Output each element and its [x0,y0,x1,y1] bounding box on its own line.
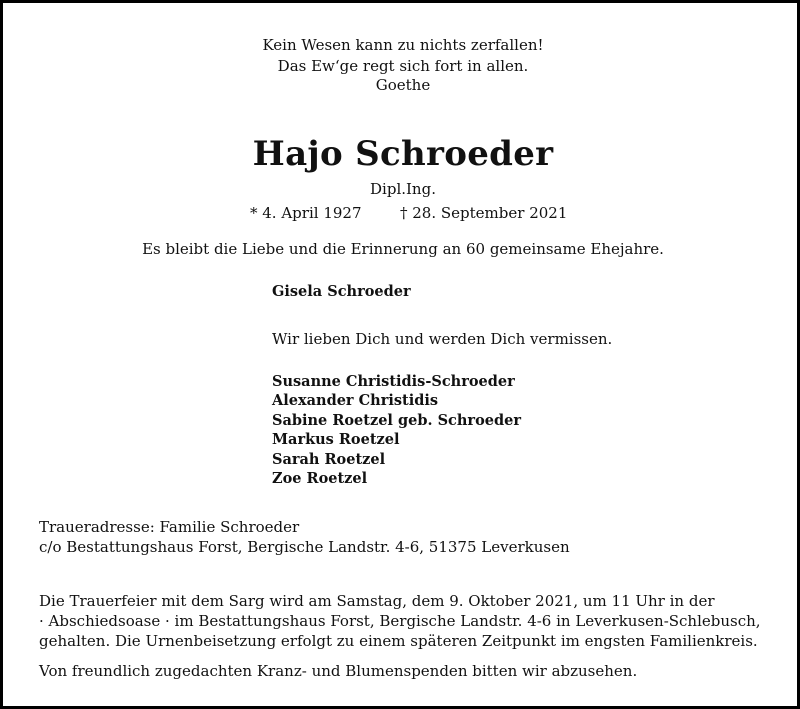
death-date: † 28. September 2021 [400,204,568,222]
quote-line-1: Kein Wesen kann zu nichts zerfallen! [262,36,544,54]
funeral-line-2: · Abschiedsoase · im Bestattungshaus Forst, Bergische Landstr. 4-6 in Leverkusen-Schlebusch, [39,612,761,630]
mourner-name: Susanne Christidis-Schroeder [272,373,515,390]
closing-line: Von freundlich zugedachten Kranz- und Blumenspenden bitten wir abzusehen. [39,662,638,680]
farewell-message: Wir lieben Dich und werden Dich vermissen. [272,330,613,348]
address-line-1: Traueradresse: Familie Schroeder [39,518,300,536]
deceased-title: Dipl.Ing. [370,180,436,198]
mourner-name: Sabine Roetzel geb. Schroeder [272,411,521,429]
mourner-name: Zoe Roetzel [272,469,368,487]
remembrance-line: Es bleibt die Liebe und die Erinnerung an 60 gemeinsame Ehejahre. [142,240,664,258]
spouse-name: Gisela Schroeder [272,283,411,300]
mourner-name: Alexander Christidis [272,392,439,410]
quote-author: Goethe [375,76,431,94]
mourners-list [272,372,521,488]
mourner-name: Markus Roetzel [272,431,400,449]
quote-line-2: Das Ew‘ge regt sich fort in allen. [277,57,529,75]
funeral-line-3: gehalten. Die Urnenbeisetzung erfolgt zu einem späteren Zeitpunkt im engsten Familienkreis. [39,632,758,650]
birth-date: * 4. April 1927 [250,204,362,222]
mourner-name: Sarah Roetzel [272,450,386,468]
deceased-name: Hajo Schroeder [252,134,554,174]
funeral-line-1: Die Trauerfeier mit dem Sarg wird am Samstag, dem 9. Oktober 2021, um 11 Uhr in der [39,592,715,610]
address-line-2: c/o Bestattungshaus Forst, Bergische Landstr. 4-6, 51375 Leverkusen [39,538,570,556]
